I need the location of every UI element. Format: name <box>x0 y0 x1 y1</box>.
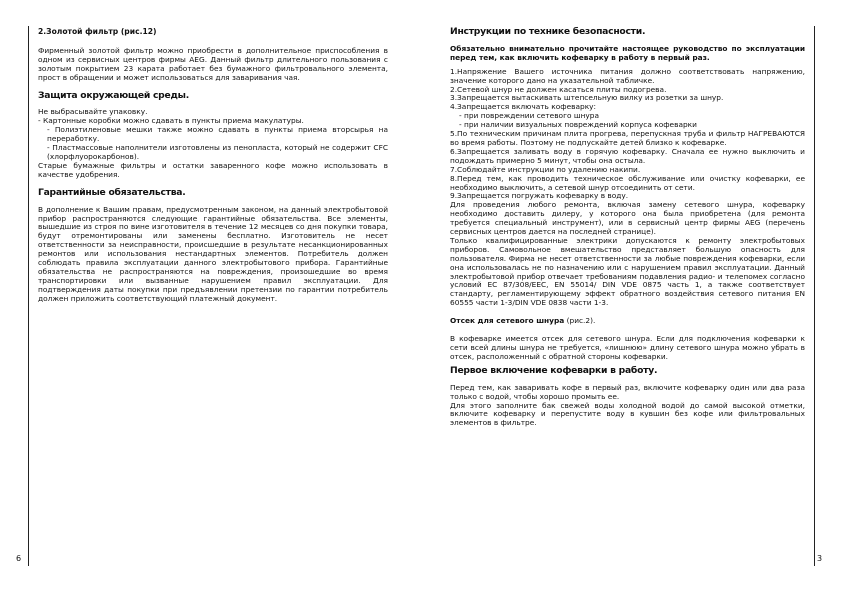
electrician-text: Только квалифицированные электрики допускаются к ремонту электробытовых приборов. Самовольное вмешательство представляет большую опасность для пользователя. Фирма не несет ответственности за любые повреждения кофеварки, если она использовалась не по назначению или с нарушением правил эксплуатации. Данный электробытовой прибор отвечает требованиям подавления радио- и телепомех согласно условий ЕС 87/308/EEC, EN 55014/ DIN VDE 0875 часть 1, а также соответствует стандарту, регламентирующему эффект обратного воздействия сетевого питания EN 60555 части 1-3/DIN VDE 0838 части 1-3. <box>450 235 805 308</box>
safety-item: 2.Сетевой шнур не должен касаться плиты подогрева. <box>450 84 667 94</box>
safety-item: 6.Запрещается заливать воду в горячую кофеварку. Сначала ее нужно выключить и подождать примерно 5 минут, чтобы она остыла. <box>450 146 805 165</box>
env-line: Старые бумажные фильтры и остатки заваренного кофе можно использовать в качестве удобрения. <box>38 160 388 179</box>
first-use-heading: Первое включение кофеварки в работу. <box>450 364 658 376</box>
environment-heading: Защита окружающей среды. <box>38 89 189 101</box>
warranty-text: В дополнение к Вашим правам, предусмотренным законом, на данный электробытовой прибор распространяются следующие гарантийные обязательства. Все элементы, вышедшие из строя по вине изготовителя в течение 12 месяцев со дня покупки товара, будут отремонтированы или заменены бесплатно. Изготовитель не несет ответственности за неисправности, происшедшие в результате несанкционированных ремонтов или использования нестандартных элементов. Потребитель должен соблюдать правила эксплуатации данного электробытового прибора. Гарантийные обязательства не распространяются на повреждения, произошедшие во время транспортировки или вызванные нарушением правил эксплуатации. Для подтверждения даты покупки при предъявлении претензии по гарантии потребитель должен приложить соответствующий платежный документ. <box>38 204 388 303</box>
safety-item: 8.Перед тем, как проводить техническое обслуживание или очистку кофеварки, ее необходимо выключить, а сетевой шнур отсоединить от сети. <box>450 173 805 192</box>
safety-heading: Инструкции по технике безопасности. <box>450 26 646 37</box>
repair-text: Для проведения любого ремонта, включая замену сетевого шнура, кофеварку необходимо доставить дилеру, у которого она была приобретена (для ремонта требуется специальный инструмент), или в сервисный центр фирмы AEG (перечень сервисных центров дается на последней странице). <box>450 200 805 237</box>
safety-item: 1.Напряжение Вашего источника питания должно соответствовать напряжению, значение которого дано на указательной табличке. <box>450 66 805 85</box>
safety-item: 7.Соблюдайте инструкции по удалению накипи. <box>450 164 641 174</box>
page-number: 6 <box>16 554 22 563</box>
env-line: - Картонные коробки можно сдавать в пункты приема макулатуры. <box>38 116 304 126</box>
safety-item: - при повреждении сетевого шнура <box>459 111 600 121</box>
first-use-para: Для этого заполните бак свежей воды холодной водой до самой высокой отметки, включите кофеварку и перепустите воду в кувшин без кофе или фильтровальных элементов в фильтре. <box>450 400 805 428</box>
golden-filter-title: 2.Золотой фильтр (рис.12) <box>38 27 157 36</box>
right-page <box>421 0 842 595</box>
safety-intro: Обязательно внимательно прочитайте настоящее руководство по эксплуатации перед тем, как включить кофеварку в работу в первый раз. <box>450 43 805 62</box>
safety-item: 3.Запрещается вытаскивать штепсельную вилку из розетки за шнур. <box>450 93 724 103</box>
cord-heading-rest: (рис.2). <box>564 316 596 326</box>
left-page-column <box>38 28 388 304</box>
safety-item: - при наличии визуальных повреждений корпуса кофеварки <box>459 120 697 130</box>
warranty-heading: Гарантийные обязательства. <box>38 186 186 198</box>
page-number: 3 <box>817 554 823 563</box>
safety-item: 5.По техническим причинам плита прогрева, перепускная труба и фильтр НАГРЕВАЮТСЯ во время работы. Поэтому не подпускайте детей близко к кофеварке. <box>450 129 805 147</box>
env-line: - Пластмассовые наполнители изготовлены из пенопласта, который не содержит CFC (хлорфлуорокарбонов). <box>47 143 388 161</box>
env-line: - Полиэтиленовые мешки также можно сдавать в пункты приема вторсырья на переработку. <box>47 125 388 144</box>
right-page-column <box>450 28 805 428</box>
cord-heading-bold: Отсек для сетевого шнура <box>450 316 565 326</box>
env-line: Не выбрасывайте упаковку. <box>38 107 148 117</box>
first-use-para: Перед тем, как заваривать кофе в первый раз, включите кофеварку один или два раза только с водой, чтобы хорошо промыть ее. <box>450 382 805 401</box>
safety-item: 4.Запрещается включать кофеварку: <box>450 102 597 112</box>
safety-item: 9.Запрещается погружать кофеварку в воду. <box>450 191 629 201</box>
cord-heading <box>450 317 805 326</box>
golden-filter-text: Фирменный золотой фильтр можно приобрести в дополнительное приспособления в одном из сервисных центров фирмы AEG. Данный фильтр длительного пользования с золотым покрытием 23 карата работает без бумажного фильтровального элемента, прост в обращении и может использоваться для заваривания чая. <box>38 45 388 82</box>
cord-text: В кофеварке имеется отсек для сетевого шнура. Если для подключения кофеварки к сети всей длины шнура не требуется, «лишнюю» длину сетевого шнура можно убрать в отсек, расположенный с обратной стороны кофеварки. <box>450 334 805 361</box>
